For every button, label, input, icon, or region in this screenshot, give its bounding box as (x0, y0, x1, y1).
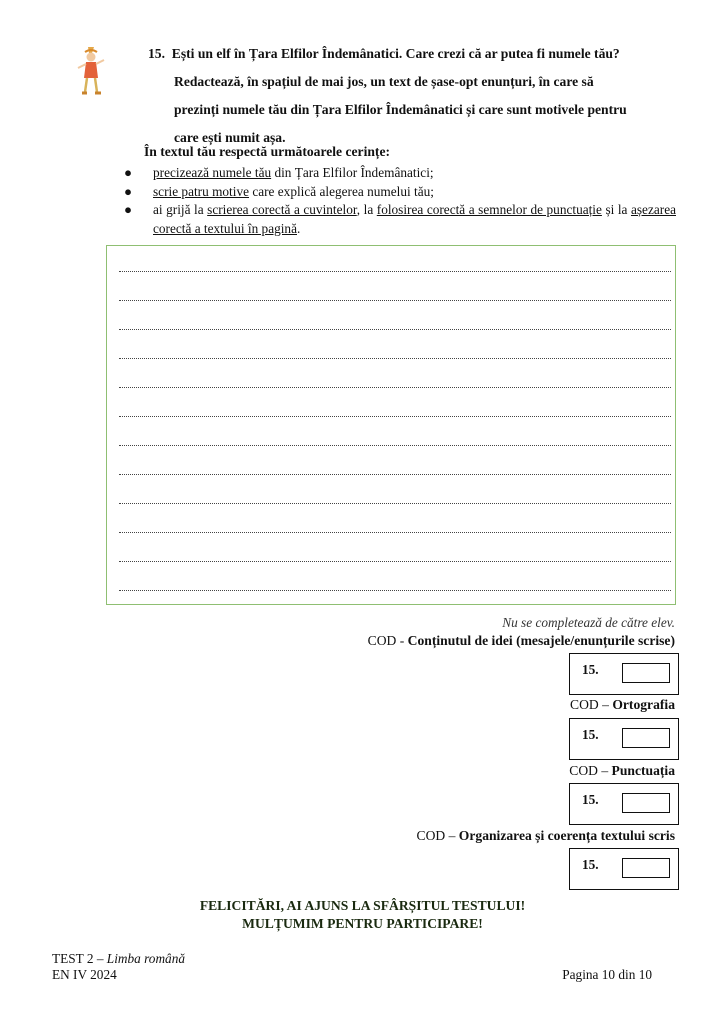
cod-prefix: COD (570, 697, 599, 712)
cod-punctuation-label (569, 763, 675, 779)
cod-separator: – (598, 697, 613, 712)
requirement-key: așezarea corectă a textului în pagină (153, 202, 676, 236)
score-number: 15. (582, 792, 599, 807)
answer-line[interactable] (119, 532, 671, 533)
score-input-cell[interactable] (622, 858, 670, 878)
cod-separator: – (445, 828, 459, 843)
closing-thanks: MULȚUMIM PENTRU PARTICIPARE! (242, 916, 483, 931)
answer-line[interactable] (119, 474, 671, 475)
requirement-text: și la (601, 202, 631, 217)
score-input-cell[interactable] (622, 663, 670, 683)
cod-separator: – (597, 763, 612, 778)
requirement-key: scrierea corectă a cuvintelor (207, 202, 357, 217)
requirements-list (124, 164, 676, 238)
requirement-key: folosirea corectă a semnelor de punctuație (376, 202, 602, 217)
requirement-item (124, 164, 676, 183)
bullet-icon: ● (124, 202, 133, 217)
requirement-text: , la (356, 202, 377, 217)
requirement-key: precizează numele tău (153, 165, 272, 180)
cod-prefix: COD (367, 633, 397, 648)
requirement-text: ai grijă la (153, 202, 208, 217)
score-input-cell[interactable] (622, 793, 670, 813)
score-input-cell[interactable] (622, 728, 670, 748)
requirement-text: . (297, 220, 301, 236)
requirements-title: În textul tău respectă următoarele cerințe: (144, 144, 391, 159)
answer-line[interactable] (119, 387, 671, 388)
answer-line[interactable] (119, 590, 671, 591)
footer-test-title (52, 951, 185, 967)
question-prompt: Ești un elf în Țara Elfilor Îndemânatici. Care crezi că ar putea fi numele tău? (171, 46, 620, 61)
closing-congrats: FELICITĂRI, AI AJUNS LA SFÂRȘITUL TESTULUI! (199, 898, 526, 913)
score-box-organization (569, 848, 679, 890)
footer-test: TEST 2 – (52, 951, 107, 966)
answer-line[interactable] (119, 358, 671, 359)
footer-exam: EN IV 2024 (52, 967, 117, 982)
cod-criterion: Organizarea și coerența textului scris (458, 828, 675, 843)
requirement-key: scrie patru motive (153, 183, 249, 199)
cod-criterion: Punctuația (611, 763, 675, 778)
answer-line[interactable] (119, 503, 671, 504)
requirement-rest: care explică alegerea numelui tău; (249, 183, 434, 199)
question-line-2: Redactează, în spațiul de mai jos, un text de șase-opt enunțuri, în care să (174, 74, 594, 89)
cod-spelling-label (570, 697, 675, 713)
answer-line[interactable] (119, 300, 671, 301)
score-number: 15. (582, 857, 599, 872)
score-number: 15. (582, 662, 599, 677)
cod-organization-label (417, 828, 676, 844)
cod-separator: - (396, 633, 408, 648)
answer-line[interactable] (119, 416, 671, 417)
question-line-4: care ești numit așa. (174, 130, 286, 145)
cod-criterion: Ortografia (612, 697, 675, 712)
footer-page-number: Pagina 10 din 10 (562, 967, 652, 982)
cod-content-label (368, 633, 675, 649)
requirement-item (124, 201, 676, 238)
score-box-spelling (569, 718, 679, 760)
footer-subject: Limba română (106, 951, 185, 966)
bullet-icon: ● (124, 183, 133, 199)
teacher-only-note: Nu se completează de către elev. (502, 615, 675, 630)
requirement-item (124, 183, 676, 202)
score-number: 15. (582, 727, 599, 742)
elf-illustration (74, 44, 108, 104)
question-line-1 (148, 40, 674, 68)
cod-prefix: COD (569, 763, 598, 778)
question-line-3: prezinți numele tău din Țara Elfilor Îndemânatici și care sunt motivele pentru (174, 102, 627, 117)
question-text (148, 40, 674, 152)
answer-line[interactable] (119, 445, 671, 446)
answer-writing-area[interactable] (106, 245, 676, 605)
cod-criterion: Conținutul de idei (mesajele/enunțurile scrise) (407, 633, 675, 648)
bullet-icon: ● (124, 165, 133, 180)
answer-line[interactable] (119, 271, 671, 272)
cod-prefix: COD (416, 828, 446, 843)
score-box-content (569, 653, 679, 695)
answer-line[interactable] (119, 561, 671, 562)
question-number: 15. (148, 46, 165, 61)
score-box-punctuation (569, 783, 679, 825)
answer-line[interactable] (119, 329, 671, 330)
requirement-rest: din Țara Elfilor Îndemânatici; (271, 165, 434, 180)
